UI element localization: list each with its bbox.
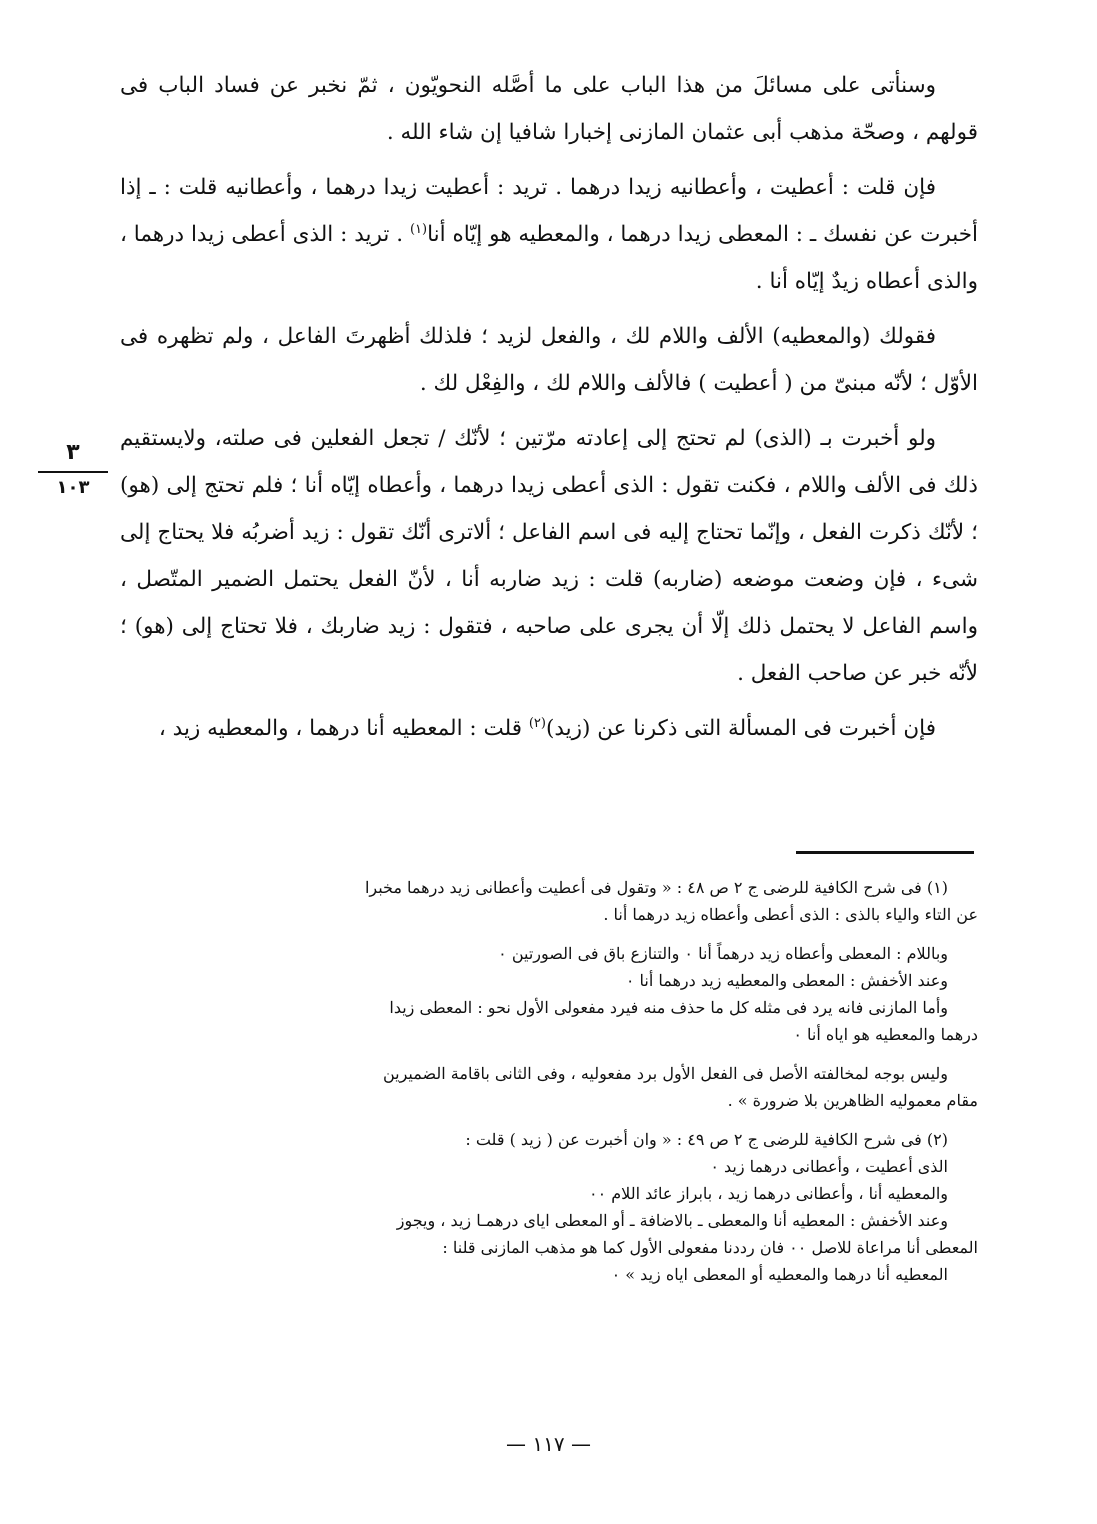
paragraph-4: ولو أخبرت بـ (الذى) لم تحتج إلى إعادته مرّتين ؛ لأنّك / تجعل الفعلين فى صلته، ولايستقيم ذلك فى الألف واللام ، فكنت تقول : الذى أعطى زيدا درهما ، وأعطاه إيّاه أنا ؛ فلم تحتج إلى (هو) ؛ لأنّك ذكرت الفعل ، وإنّما تحتاج إليه فى اسم الفاعل ؛ ألاترى أنّك تقول : زيد أضربُه فلا يحتاج إلى شىء ، فإن وضعت موضعه (ضاربه) قلت : زيد ضاربه أنا ، لأنّ الفعل يحتمل الضمير المتّصل ، واسم الفاعل لا يحتمل ذلك إلّا أن يجرى على صاحبه ، فتقول : زيد ضاربك ، فلا تحتاج إلى (هو) ؛ لأنّه خبر عن صاحب الفعل . (120, 426, 979, 686)
paragraph-2-text-b: . تريد : الذى أعطى زيدا درهما ، والذى أعطاه زيدٌ إيّاه أنا . (120, 222, 978, 294)
footnote-1 (120, 874, 978, 928)
paragraph-5 (120, 705, 978, 752)
footnote-1-line: (١) فى شرح الكافية للرضى ج ٢ ص ٤٨ : « وتقول فى أعطيت وأعطانى زيد درهما مخبرا (364, 878, 948, 897)
paragraph-2-text-a: فإن قلت : أعطيت ، وأعطانيه زيدا درهما . تريد : أعطيت زيدا درهما ، وأعطانيه قلت : ـ إذا أخبرت عن نفسك ـ : المعطى زيدا درهما ، والمعطيه هو إيّاه أنا (120, 175, 979, 247)
footnote-2-line: المعطى أنا مراعاة للاصل ٠٠ فان رددنا مفعولى الأول كما هو مذهب المازنى قلنا : (442, 1238, 978, 1257)
footnote-1-line: وباللام : المعطى وأعطاه زيد درهماً أنا ٠ والتنازع باق فى الصورتين ٠ (498, 944, 948, 963)
footnote-2-line: (٢) فى شرح الكافية للرضى ج ٢ ص ٤٩ : « وان أخبرت عن ( زيد ) قلت : (465, 1130, 948, 1149)
paragraph-3: فقولك (والمعطيه) الألف واللام لك ، والفعل لزيد ؛ فلذلك أظهرتَ الفاعل ، ولم تظهره فى الأوّل ؛ لأنّه مبنىّ من ( أعطيت ) فالألف واللام لك ، والفِعْل لك . (120, 324, 978, 396)
footnote-separator (796, 851, 974, 854)
margin-ref-volume: ٣ (66, 440, 80, 465)
margin-ref-page: ١٠٣ (56, 477, 90, 498)
margin-page-reference (38, 441, 108, 499)
footnote-2-line: والمعطيه أنا ، وأعطانى درهما زيد ، بابراز عائد اللام ٠٠ (588, 1184, 948, 1203)
footnote-2-line: المعطيه أنا درهما والمعطيه أو المعطى اياه زيد » ٠ (611, 1265, 948, 1284)
main-text (120, 62, 978, 760)
paragraph-1: وسنأتى على مسائلَ من هذا الباب على ما أصَّله النحويّون ، ثمّ نخبر عن فساد الباب فى قولهم ، وصحّة مذهب أبى عثمان المازنى إخبارا شافيا إن شاء الله . (120, 73, 978, 145)
footnote-1-line: عن التاء والياء بالذى : الذى أعطى وأعطاه زيد درهما أنا . (603, 905, 978, 924)
footnote-2 (120, 1126, 978, 1288)
footnote-1-line: وعند الأخفش : المعطى والمعطيه زيد درهما أنا ٠ (625, 971, 948, 990)
footnote-1-line: وأما المازنى فانه يرد فى مثله كل ما حذف منه فيرد مفعولى الأول نحو : المعطى زيدا (389, 998, 948, 1017)
footnote-2-line: وعند الأخفش : المعطيه أنا والمعطى ـ بالاضافة ـ أو المعطى اياى درهمـا زيد ، ويجوز (396, 1211, 948, 1230)
paragraph-2 (120, 164, 978, 305)
paragraph-5-text-b: قلت : المعطيه أنا درهما ، والمعطيه زيد ، (158, 716, 522, 741)
footnote-ref-1: (١) (409, 221, 428, 237)
paragraph-5-text-a: فإن أخبرت فى المسألة التى ذكرنا عن (زيد) (545, 716, 936, 741)
footnotes (120, 874, 978, 1300)
page-number: — ١١٧ — (506, 1432, 591, 1456)
margin-ref-divider (38, 471, 108, 473)
footnote-2-line: الذى أعطيت ، وأعطانى درهما زيد ٠ (710, 1157, 948, 1176)
footnote-1-continued (120, 940, 978, 1048)
footnote-1-end (120, 1060, 978, 1114)
footnote-ref-2: (٢) (528, 715, 546, 731)
footnote-1-line: وليس بوجه لمخالفته الأصل فى الفعل الأول برد مفعوليه ، وفى الثانى باقامة الضميرين (382, 1064, 948, 1083)
footnote-1-line: مقام معموليه الظاهرين بلا ضرورة » . (727, 1091, 978, 1110)
footnote-1-line: درهما والمعطيه هو اياه أنا ٠ (793, 1025, 978, 1044)
